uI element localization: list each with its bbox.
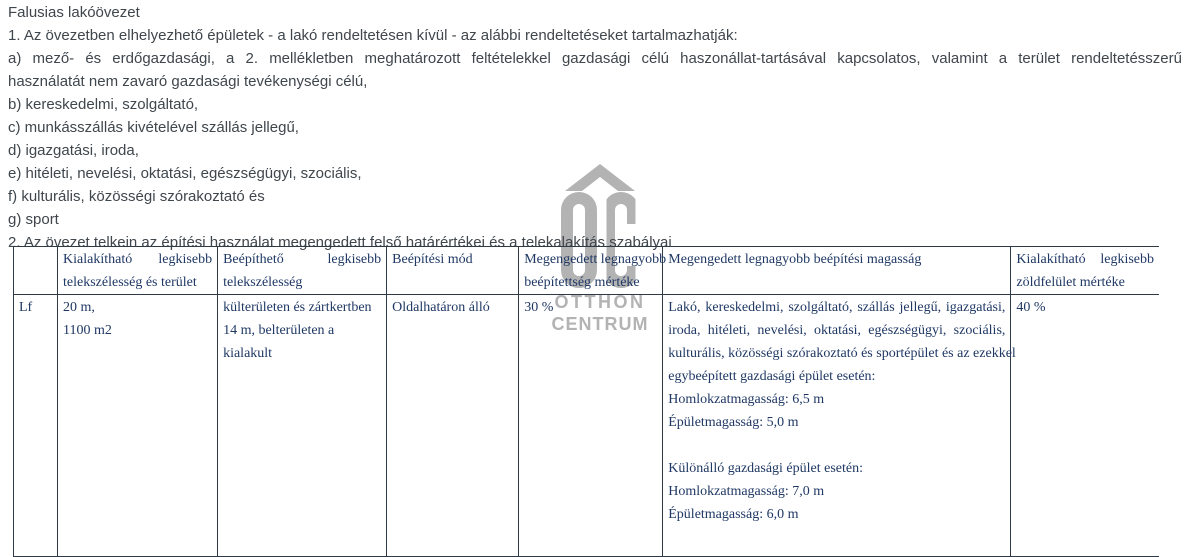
text-line: a) mező- és erdőgazdasági, a 2. mellékletben meghatározott feltételekkel gazdasági célú haszonállat-tartásával kapcsolatos, valamint a terület rendeltetésszerű (8, 50, 1182, 67)
header-building-mode (387, 247, 519, 295)
text-line: 30 % (524, 300, 554, 315)
text-line: telekszélesség (223, 275, 303, 290)
text-line: Különálló gazdasági épület esetén: (668, 461, 864, 476)
text-line: 1. Az övezetben elhelyezhető épületek - a lakó rendeltetésen kívül - az alábbi rendeltetéseket tartalmazhatják: (8, 27, 738, 44)
text-line: telekszélesség és terület (63, 275, 197, 290)
text-line: 40 % (1016, 300, 1046, 315)
cell-min-plot-width-area (58, 295, 218, 557)
cell-zone-code (14, 295, 58, 557)
text-line: Kialakítható legkisebb (63, 252, 213, 267)
cell-max-coverage (519, 295, 663, 557)
text-line: Megengedett legnagyobb beépítési magasság (668, 252, 922, 267)
cell-min-green-area (1011, 295, 1159, 557)
text-line: c) munkásszállás kivételével szállás jellegű, (8, 119, 299, 136)
header-zone-code (14, 247, 58, 295)
zoning-description (8, 1, 1182, 254)
text-line: f) kulturális, közösségi szórakoztató és (8, 188, 265, 205)
text-line: Oldalhatáron álló (392, 300, 490, 315)
cell-buildable-min-plot-width (218, 295, 387, 557)
text-line: b) kereskedelmi, szolgáltató, (8, 96, 199, 113)
zoning-parameters-table (13, 246, 1159, 557)
text-line: egybeépített gazdasági épület esetén: (668, 369, 876, 384)
text-line: g) sport (8, 211, 59, 228)
table-header-row (14, 247, 1160, 295)
text-line: 14 m, belterületen a kialakult (223, 323, 335, 361)
header-buildable-min-plot-width (218, 247, 387, 295)
text-line: Lakó, kereskedelmi, szolgáltató, szállás jellegű, igazgatási, (668, 300, 1006, 315)
cell-building-mode (387, 295, 519, 557)
text-line: Beépíthető legkisebb (223, 252, 382, 267)
text-line: zöldfelület mértéke (1016, 275, 1125, 290)
text-line: Épületmagasság: 5,0 m (668, 415, 799, 430)
text-line (668, 434, 1005, 457)
text-line: Kialakítható legkisebb (1016, 252, 1154, 267)
text-line: kulturális, közösségi szórakoztató és sportépület és az ezekkel (668, 346, 1016, 361)
text-line: e) hitéleti, nevelési, oktatási, egészségügyi, szociális, (8, 165, 362, 182)
watermark-otthon-text: OTTHON (554, 292, 646, 312)
header-min-green-area (1011, 247, 1159, 295)
table-row (14, 295, 1160, 557)
text-line: d) igazgatási, iroda, (8, 142, 139, 159)
text-line: beépítettség mértéke (524, 275, 640, 290)
text-line: 20 m, (63, 300, 95, 315)
text-line: Megengedett legnagyobb (524, 252, 667, 267)
text-line: Homlokzatmagasság: 6,5 m (668, 392, 825, 407)
text-line: 2. Az övezet telkein az építési használat megengedett felső határértékei és a telekalakítás szabályai (8, 234, 672, 251)
text-line: Beépítési mód (392, 252, 473, 267)
text-line: Lf (19, 300, 33, 315)
header-max-building-height (663, 247, 1011, 295)
text-line: Homlokzatmagasság: 7,0 m (668, 484, 825, 499)
text-line: külterületen és zártkertben (223, 300, 372, 315)
header-max-coverage (519, 247, 667, 295)
watermark-centrum-text: CENTRUM (551, 314, 649, 334)
text-line: használatát nem zavaró gazdasági tevékenységi célú, (8, 73, 368, 90)
text-line: Épületmagasság: 6,0 m (668, 507, 799, 522)
text-line: iroda, hitéleti, nevelési, oktatási, egészségügyi, szociális, (668, 323, 1006, 338)
text-line: Falusias lakóövezet (8, 4, 140, 21)
header-min-plot-width-area (58, 247, 218, 295)
cell-max-building-height (663, 295, 1016, 557)
text-line: 1100 m2 (63, 323, 112, 338)
